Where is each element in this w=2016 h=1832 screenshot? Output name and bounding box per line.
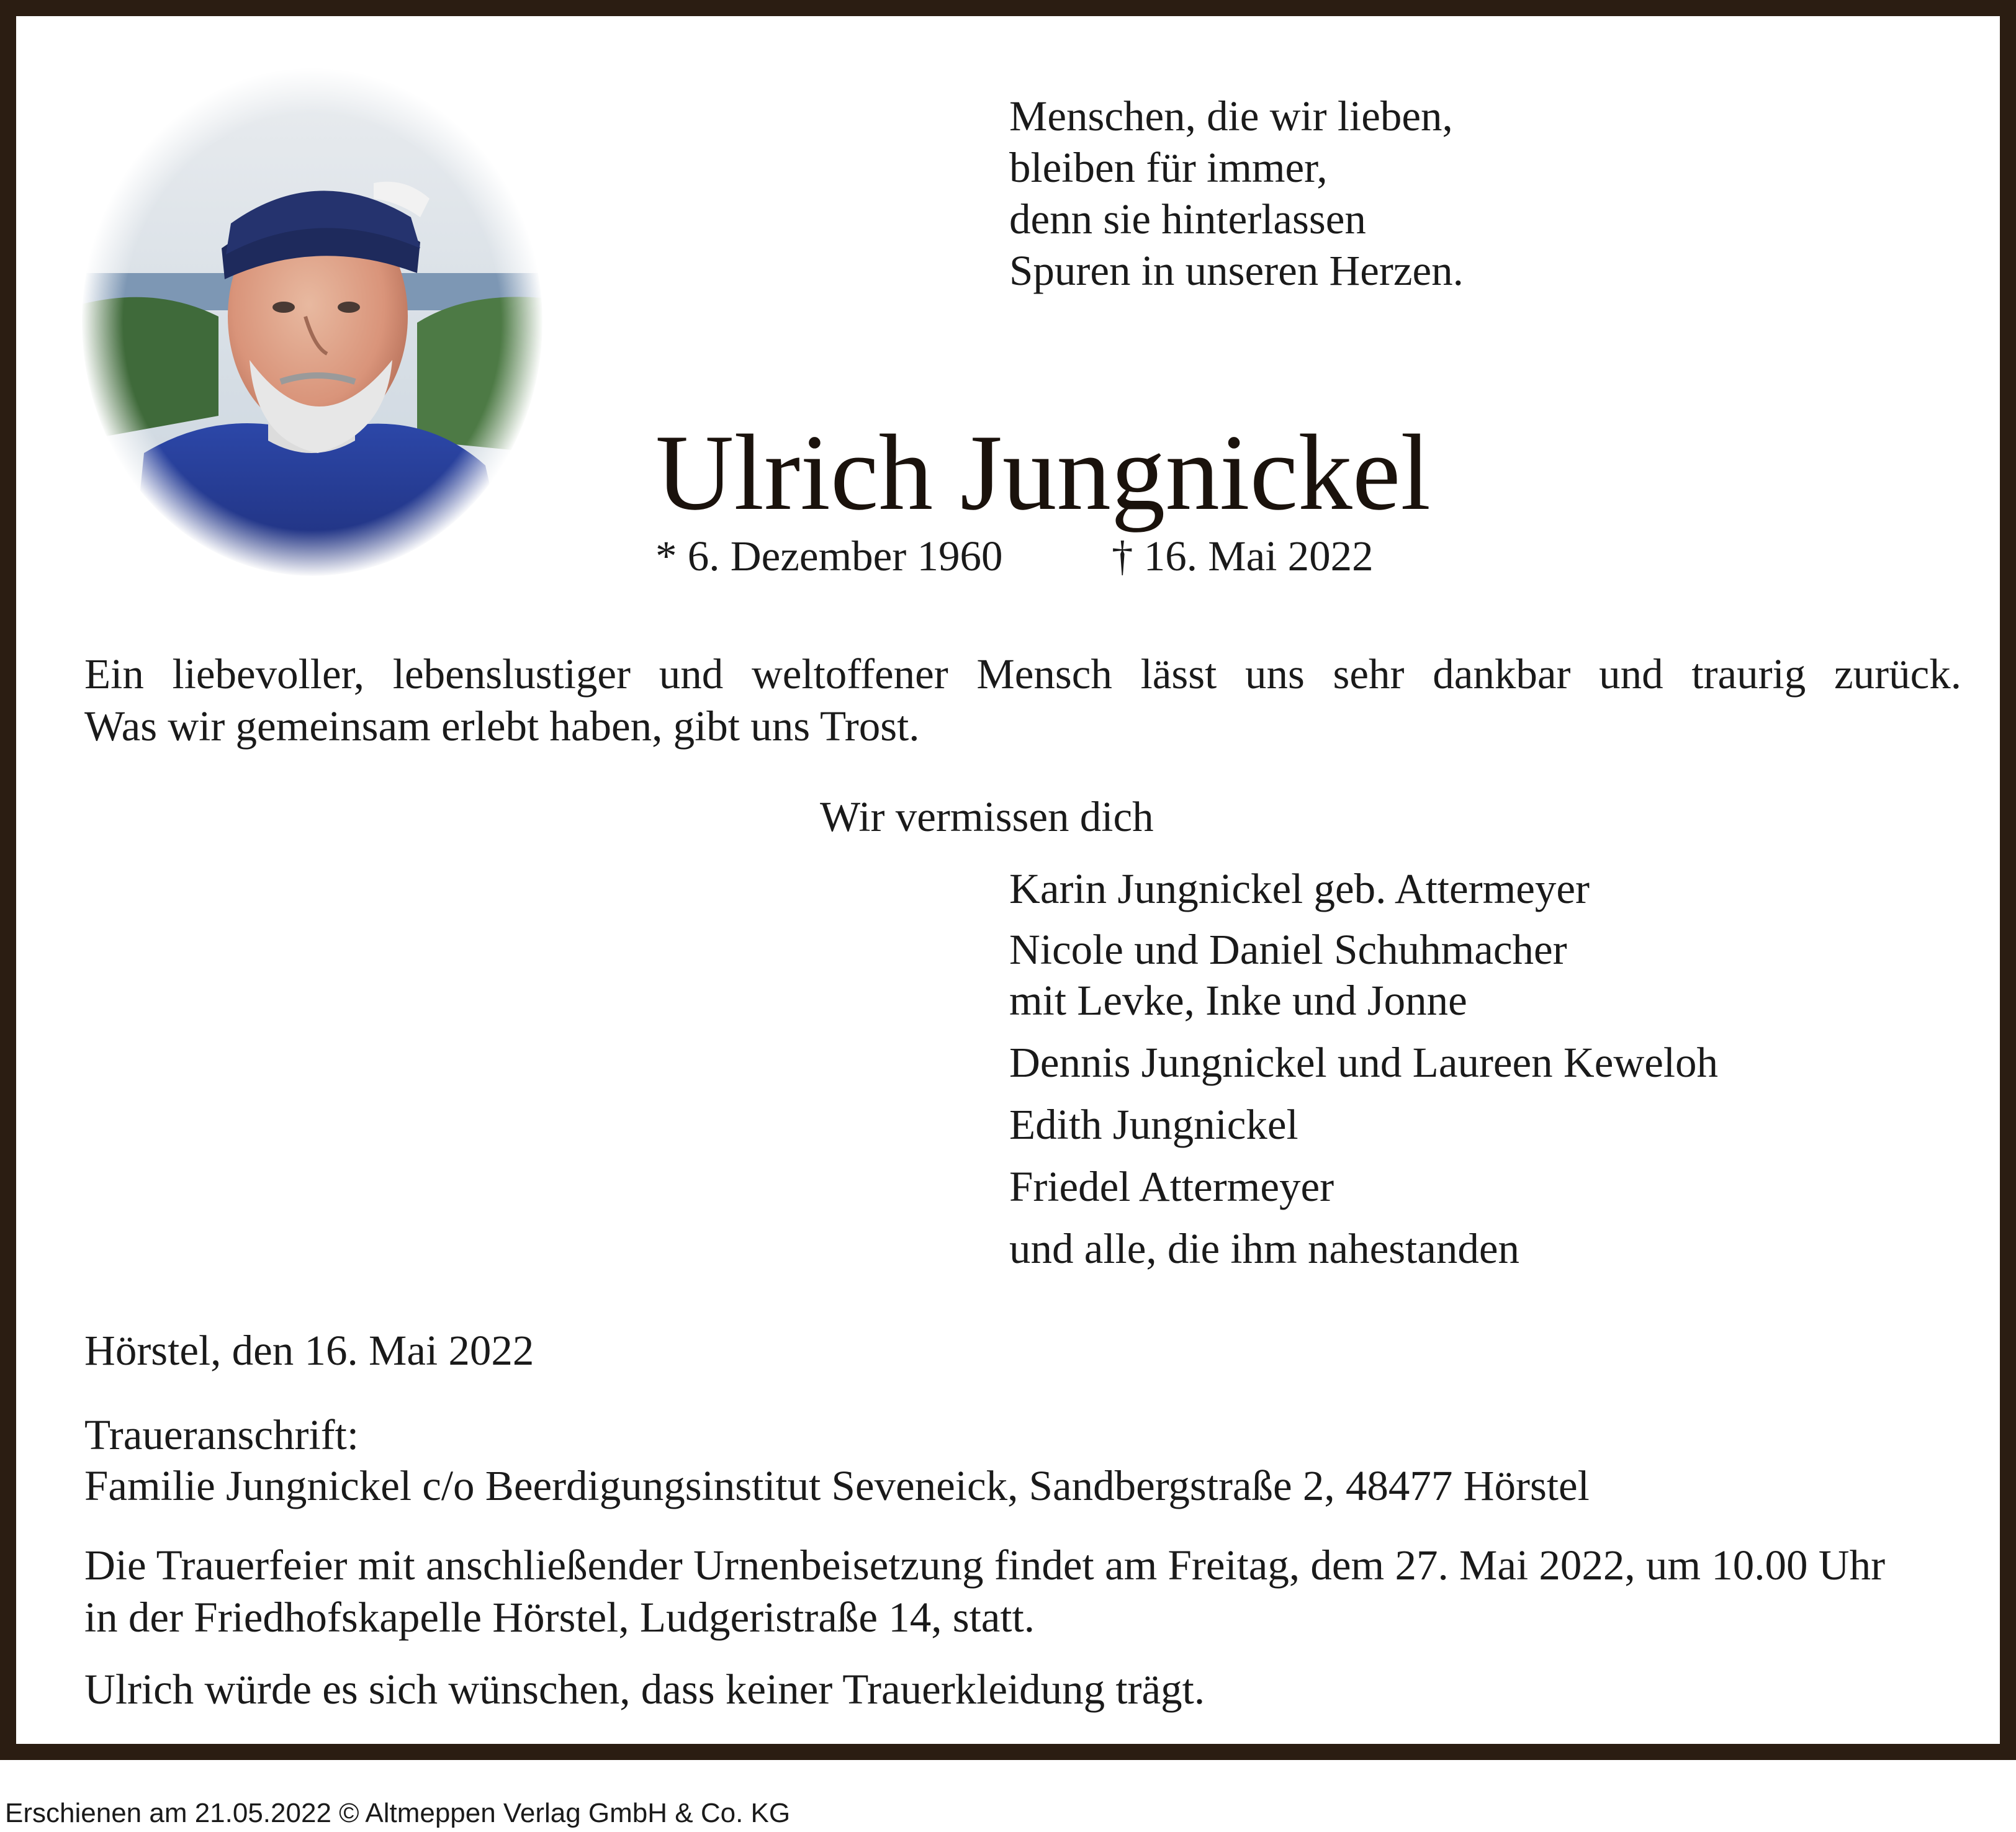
poem-line: Spuren in unseren Herzen. [1009,247,1464,294]
family-member: Edith Jungnickel [1009,1101,1298,1148]
family-member: Dennis Jungnickel und Laureen Keweloh [1009,1039,1719,1086]
family-member: Friedel Attermeyer [1009,1163,1334,1210]
portrait-image [82,68,542,576]
miss-you-text: Wir vermissen dich [820,793,1154,840]
poem-line: bleiben für immer, [1009,144,1328,191]
publication-footer: Erschienen am 21.05.2022 © Altmeppen Verlag GmbH & Co. KG [5,1798,791,1828]
death-date: † 16. Mai 2022 [1112,532,1374,580]
poem-line: denn sie hinterlassen [1009,195,1366,243]
ceremony-line: Die Trauerfeier mit anschließender Urnenbeisetzung findet am Freitag, dem 27. Mai 2022, um 10.00 Uhr [84,1542,1886,1589]
ceremony-line: in der Friedhofskapelle Hörstel, Ludgeristraße 14, statt. [84,1594,1035,1641]
tribute-line: Was wir gemeinsam erlebt haben, gibt uns Trost. [84,703,920,750]
address-text: Familie Jungnickel c/o Beerdigungsinstitut Seveneick, Sandbergstraße 2, 48477 Hörstel [84,1462,1590,1509]
portrait-photo [82,68,542,576]
family-member: mit Levke, Inke und Jonne [1009,977,1467,1024]
address-label: Traueranschrift: [84,1411,359,1458]
family-member: und alle, die ihm nahestanden [1009,1225,1520,1272]
poem-line: Menschen, die wir lieben, [1009,92,1453,140]
deceased-name: Ulrich Jungnickel [655,412,1431,532]
poem [1009,91,1464,297]
wish-text: Ulrich würde es sich wünschen, dass keiner Trauerkleidung trägt. [84,1666,1205,1713]
place-date: Hörstel, den 16. Mai 2022 [84,1327,534,1374]
family-member: Nicole und Daniel Schuhmacher [1009,926,1567,973]
tribute-line: Ein liebevoller, lebenslustiger und weltoffener Mensch lässt uns sehr dankbar und traurig zurück. [84,650,1961,698]
family-member: Karin Jungnickel geb. Attermeyer [1009,865,1590,912]
birth-date: * 6. Dezember 1960 [655,532,1003,580]
